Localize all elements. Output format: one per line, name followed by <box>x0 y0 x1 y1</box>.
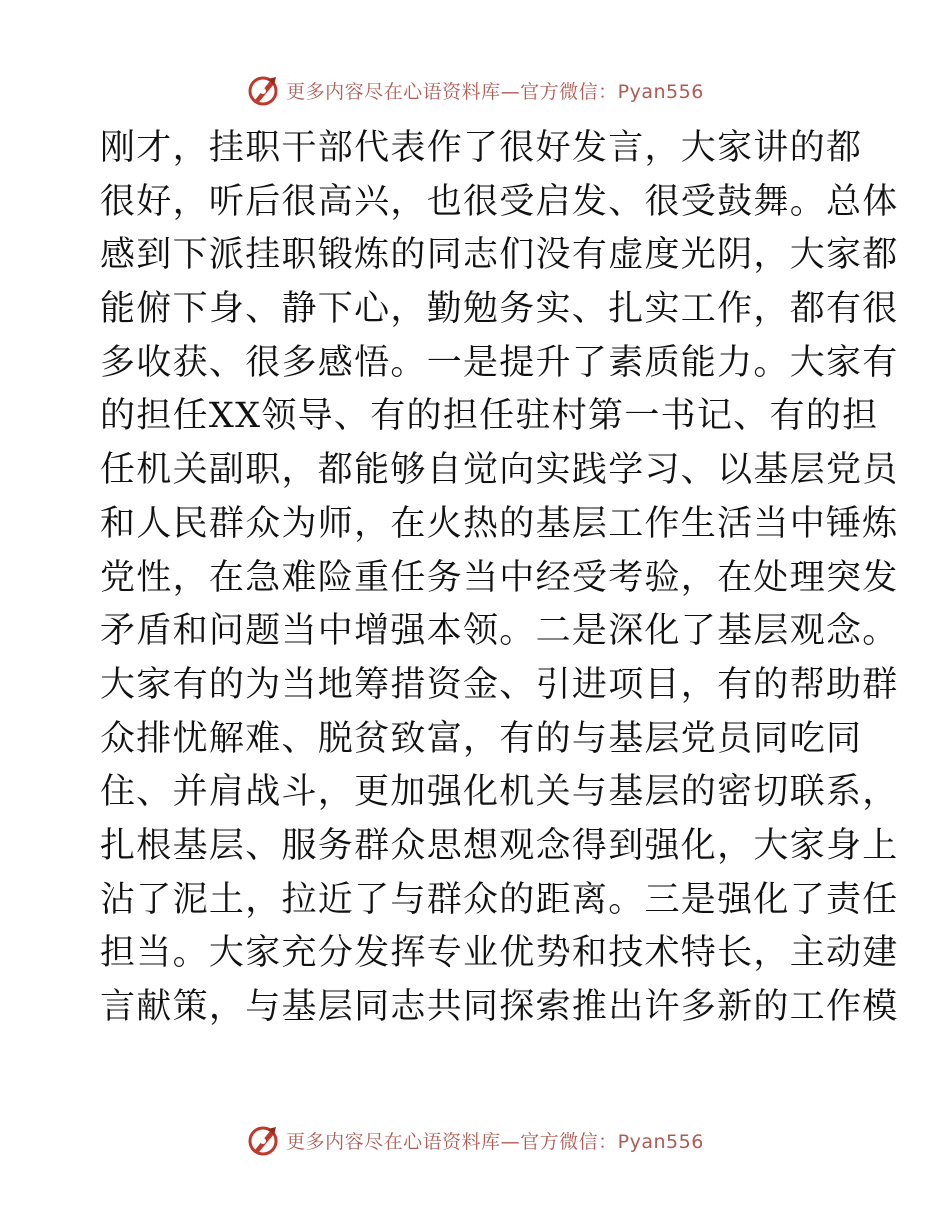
body-line: 任机关副职，都能够自觉向实践学习、以基层党员 <box>100 450 899 491</box>
body-line: 和人民群众为师，在火热的基层工作生活当中锤炼 <box>100 503 899 544</box>
body-line: 的担任XX领导、有的担任驻村第一书记、有的担 <box>100 396 879 437</box>
quill-pen-logo-icon <box>246 73 280 107</box>
body-line: 能俯下身、静下心，勤勉务实、扎实工作，都有很 <box>100 289 899 330</box>
document-body <box>100 122 899 1035</box>
body-line: 大家有的为当地筹措资金、引进项目，有的帮助群 <box>100 664 899 705</box>
body-line: 担当。大家充分发挥专业优势和技术特长，主动建 <box>100 933 899 974</box>
body-line: 党性，在急难险重任务当中经受考验，在处理突发 <box>100 557 899 598</box>
footer-watermark-banner <box>0 1120 950 1160</box>
header-watermark-banner <box>0 70 950 110</box>
quill-pen-logo-icon <box>246 1123 280 1157</box>
body-line: 感到下派挂职锻炼的同志们没有虚度光阴，大家都 <box>100 235 899 276</box>
body-line: 扎根基层、服务群众思想观念得到强化，大家身上 <box>100 825 899 866</box>
body-line: 矛盾和问题当中增强本领。二是深化了基层观念。 <box>100 611 899 652</box>
body-line: 多收获、很多感悟。一是提升了素质能力。大家有 <box>100 342 899 383</box>
footer-watermark-text: 更多内容尽在心语资料库—官方微信：Pyan556 <box>286 1130 704 1153</box>
body-line: 刚才，挂职干部代表作了很好发言，大家讲的都 <box>100 128 863 168</box>
body-line: 众排忧解难、脱贫致富，有的与基层党员同吃同 <box>100 718 863 759</box>
header-watermark-text: 更多内容尽在心语资料库—官方微信：Pyan556 <box>286 80 704 103</box>
body-line: 言献策，与基层同志共同探索推出许多新的工作模 <box>100 987 899 1027</box>
body-line: 住、并肩战斗，更加强化机关与基层的密切联系， <box>100 772 899 813</box>
body-line: 很好，听后很高兴，也很受启发、很受鼓舞。总体 <box>100 181 899 222</box>
body-line: 沾了泥土，拉近了与群众的距离。三是强化了责任 <box>100 879 899 920</box>
